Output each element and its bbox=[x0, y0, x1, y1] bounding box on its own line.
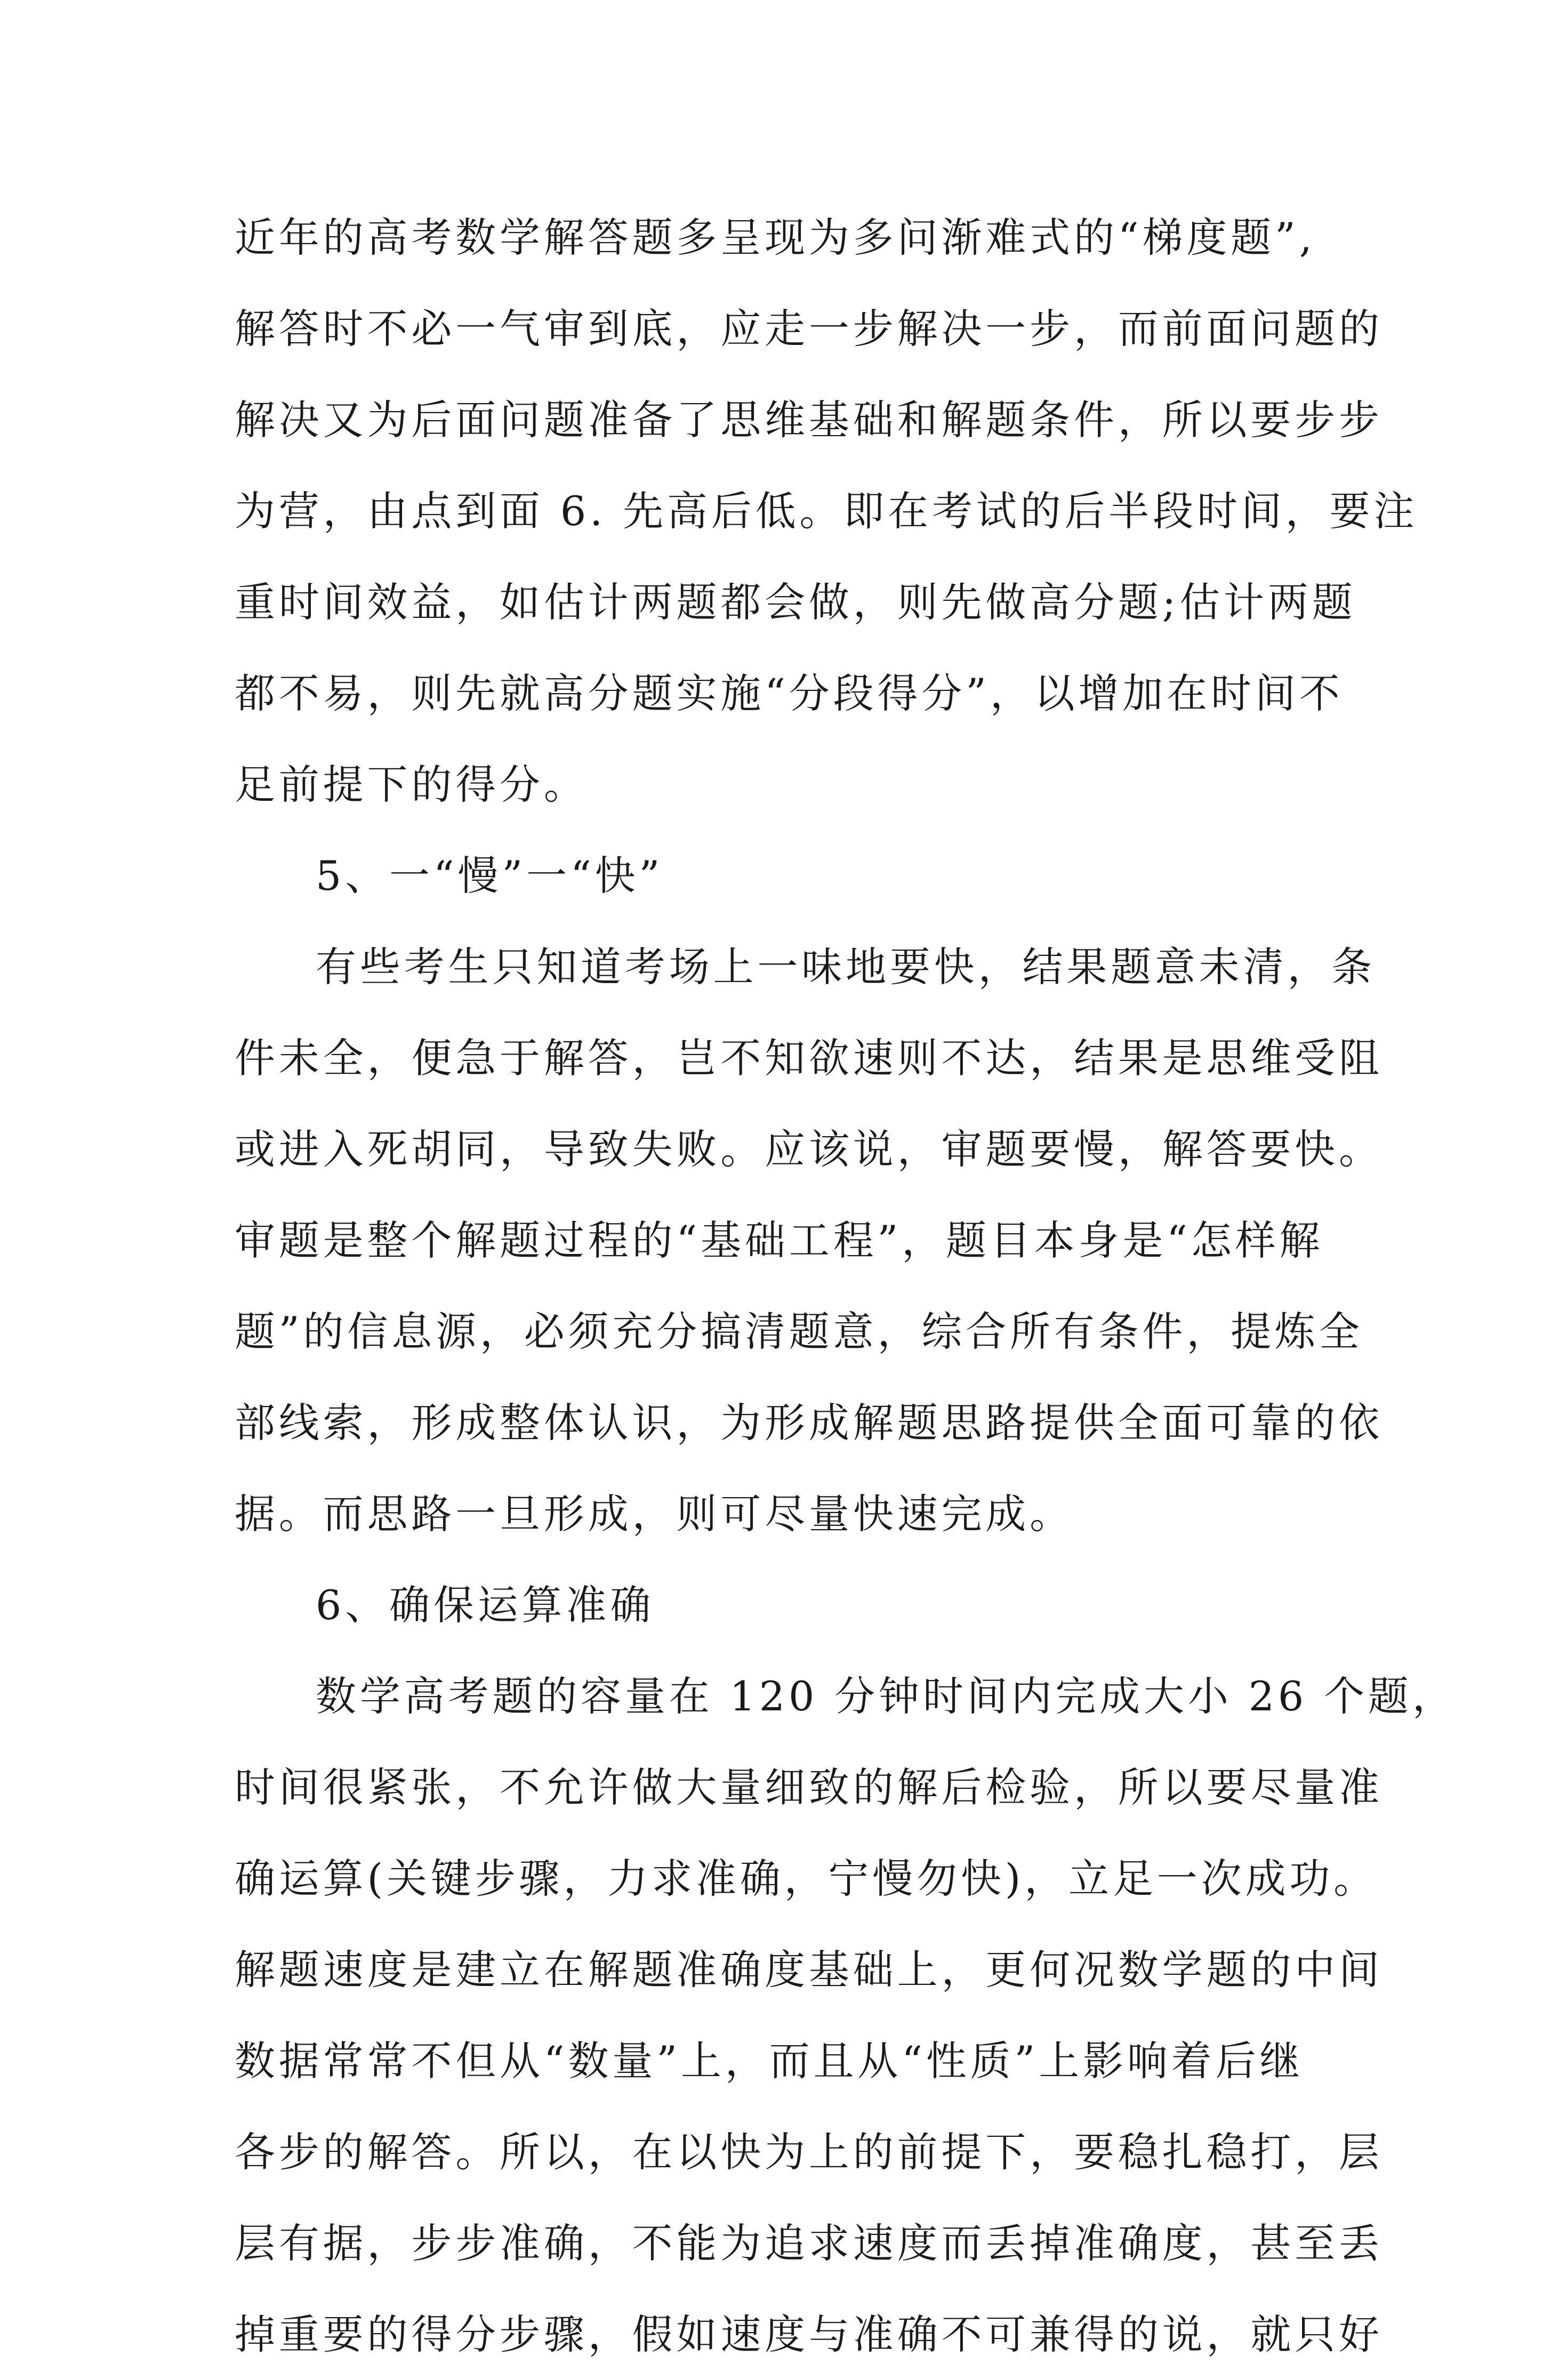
text-line: 足前提下的得分。 bbox=[235, 761, 588, 808]
text-line: 掉重要的得分步骤，假如速度与准确不可兼得的说，就只好 bbox=[235, 2311, 1383, 2358]
text-line: 确运算(关键步骤，力求准确，宁慢勿快)，立足一次成功。 bbox=[235, 1855, 1378, 1902]
text-line: 层有据，步步准确，不能为追求速度而丢掉准确度，甚至丢 bbox=[235, 2220, 1383, 2267]
text-line: 审题是整个解题过程的“基础工程”，题目本身是“怎样解 bbox=[235, 1217, 1324, 1264]
text-line: 重时间效益，如估计两题都会做，则先做高分题;估计两题 bbox=[235, 578, 1356, 626]
text-line: 为营，由点到面 6. 先高后低。即在考试的后半段时间，要注 bbox=[235, 487, 1418, 535]
text-line: 据。而思路一旦形成，则可尽量快速完成。 bbox=[235, 1490, 1074, 1538]
text-line: 5、一“慢”一“快” bbox=[316, 852, 664, 899]
text-line: 或进入死胡同，导致失败。应该说，审题要慢，解答要快。 bbox=[235, 1125, 1383, 1173]
text-line: 时间很紧张，不允许做大量细致的解后检验，所以要尽量准 bbox=[235, 1764, 1383, 1811]
text-line: 有些考生只知道考场上一味地要快，结果题意未清，条 bbox=[316, 943, 1376, 991]
text-line: 6、确保运算准确 bbox=[316, 1581, 655, 1629]
document-body bbox=[235, 192, 1457, 2380]
text-line: 解题速度是建立在解题准确度基础上，更何况数学题的中间 bbox=[235, 1946, 1383, 1993]
text-line: 题”的信息源，必须充分搞清题意，综合所有条件，提炼全 bbox=[235, 1308, 1363, 1355]
text-line: 都不易，则先就高分题实施“分段得分”，以增加在时间不 bbox=[235, 670, 1344, 717]
text-line: 件未全，便急于解答，岂不知欲速则不达，结果是思维受阻 bbox=[235, 1034, 1383, 1082]
text-line: 数据常常不但从“数量”上，而且从“性质”上影响着后继 bbox=[235, 2037, 1304, 2085]
text-line: 部线索，形成整体认识，为形成解题思路提供全面可靠的依 bbox=[235, 1399, 1383, 1446]
text-line: 各步的解答。所以，在以快为上的前提下，要稳扎稳打，层 bbox=[235, 2128, 1383, 2176]
text-line: 解答时不必一气审到底，应走一步解决一步，而前面问题的 bbox=[235, 305, 1383, 352]
text-line: 解决又为后面问题准备了思维基础和解题条件，所以要步步 bbox=[235, 396, 1383, 444]
text-line: 数学高考题的容量在 120 分钟时间内完成大小 26 个题， bbox=[316, 1673, 1457, 1720]
text-line: 近年的高考数学解答题多呈现为多问渐难式的“梯度题”, bbox=[235, 214, 1316, 261]
